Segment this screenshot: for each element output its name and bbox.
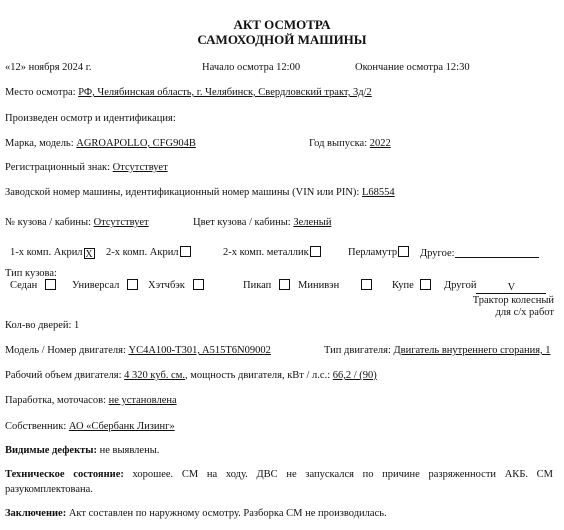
registration-plate [5,161,168,174]
body-no-label: № кузова / кабины: [5,217,94,228]
body-sedan-label: Седан [10,280,38,291]
power-label: , мощность двигателя, кВт / л.с.: [184,370,333,381]
paint-metallic-label: 2-х комп. металлик [223,247,309,258]
conclusion-label: Заключение: [5,508,69,519]
body-coupe [392,279,431,292]
conclusion [5,507,387,520]
body-sedan-checkbox[interactable] [45,279,56,290]
defects-label: Видимые дефекты: [5,445,100,456]
body-coupe-label: Купе [392,280,414,291]
power-value: 66,2 / (90) [332,370,377,381]
vin-value: L68554 [361,187,395,198]
paint-acryl1 [10,246,95,259]
engine-volume-power [5,369,377,382]
body-minivan-checkbox[interactable] [361,279,372,290]
engine-type-label: Тип двигателя: [324,345,394,356]
body-other [444,279,546,294]
engine-hours [5,394,177,407]
year-value: 2022 [369,138,391,149]
body-sedan [10,279,56,292]
visible-defects [5,444,159,457]
body-pickup [243,279,290,292]
engine-type-value: Двигатель внутреннего сгорания, 1 [393,345,551,356]
body-pickup-label: Пикап [243,280,272,291]
paint-pearl-checkbox[interactable] [398,246,409,257]
body-pickup-checkbox[interactable] [279,279,290,290]
year-label: Год выпуска: [309,138,370,149]
paint-acryl2-checkbox[interactable] [180,246,191,257]
paint-other [420,246,539,260]
owner-label: Собственник: [5,421,69,432]
body-universal-label: Универсал [72,280,120,291]
manufacture-year [309,137,391,150]
conclusion-value: Акт составлен по наружному осмотру. Разборка СМ не производилась. [68,508,387,519]
volume-label: Рабочий объем двигателя: [5,370,125,381]
body-coupe-checkbox[interactable] [420,279,431,290]
paint-other-label: Другое: [420,248,455,259]
engine-model [5,344,271,357]
paint-acryl2-label: 2-х комп. Акрил [106,247,179,258]
performed-text: Произведен осмотр и идентификация: [5,113,176,124]
body-minivan-label: Минивэн [298,280,340,291]
tech-value: хорошее. СМ на ходу. ДВС не запускался по причине разряженности АКБ. СМ разукомплектована. [5,469,553,495]
body-hatchback-checkbox[interactable] [193,279,204,290]
body-type-label: Тип кузова: [5,268,57,279]
paint-acryl1-label: 1-х комп. Акрил [10,247,83,258]
place-value: РФ, Челябинская область, г. Челябинск, Свердловский тракт, 3д/2 [78,87,372,98]
hours-label: Паработка, моточасов: [5,395,109,406]
body-hatchback [148,279,204,292]
body-other-field[interactable]: V [476,282,546,294]
body-color [193,216,331,229]
body-color-value: Зеленый [293,217,332,228]
door-count: Кол-во дверей: 1 [5,320,80,331]
owner [5,420,175,433]
engine-model-value: YC4A100-T301, A515T6N09002 [128,345,271,356]
body-hatchback-label: Хэтчбэк [148,280,185,291]
paint-other-field[interactable] [455,246,539,258]
paint-acryl2 [106,246,191,259]
document-title: АКТ ОСМОТРА [233,17,331,32]
body-universal-checkbox[interactable] [127,279,138,290]
paint-acryl1-checkbox[interactable]: X [85,249,93,260]
reg-value: Отсутствует [112,162,168,173]
owner-value: АО «Сбербанк Лизинг» [68,421,175,432]
reg-label: Регистрационный знак: [5,162,113,173]
technical-condition [5,467,553,497]
body-other-label: Другой [444,280,477,291]
engine-type [324,344,551,357]
inspection-place [5,86,372,99]
body-minivan [298,279,372,292]
brand-label: Марка, модель: [5,138,77,149]
brand-model [5,137,196,150]
engine-model-label: Модель / Номер двигателя: [5,345,129,356]
hours-value: не установлена [108,395,177,406]
vin-number [5,186,395,199]
document-subtitle: САМОХОДНОЙ МАШИНЫ [197,32,367,47]
defects-value: не выявлены. [99,445,160,456]
place-label: Место осмотра: [5,87,79,98]
body-number [5,216,149,229]
paint-metallic [223,246,321,259]
volume-value: 4 320 куб. см. [124,370,185,381]
inspection-start: Начало осмотра 12:00 [202,62,301,73]
inspection-date: «12» ноября 2024 г. [5,62,92,73]
body-color-label: Цвет кузова / кабины: [193,217,294,228]
body-other-note-2: для с/х работ [495,307,554,318]
paint-metallic-checkbox[interactable] [310,246,321,257]
body-other-note-1: Трактор колесный [472,295,554,306]
body-no-value: Отсутствует [93,217,149,228]
inspection-end: Окончание осмотра 12:30 [355,62,470,73]
paint-pearl-label: Перламутр [348,247,398,258]
vin-label: Заводской номер машины, идентификационный номер машины (VIN или PIN): [5,187,362,198]
brand-value: AGROAPOLLO, CFG904B [76,138,196,149]
tech-label: Техническое состояние: [5,469,133,480]
body-universal [72,279,138,292]
paint-pearl [348,246,409,259]
